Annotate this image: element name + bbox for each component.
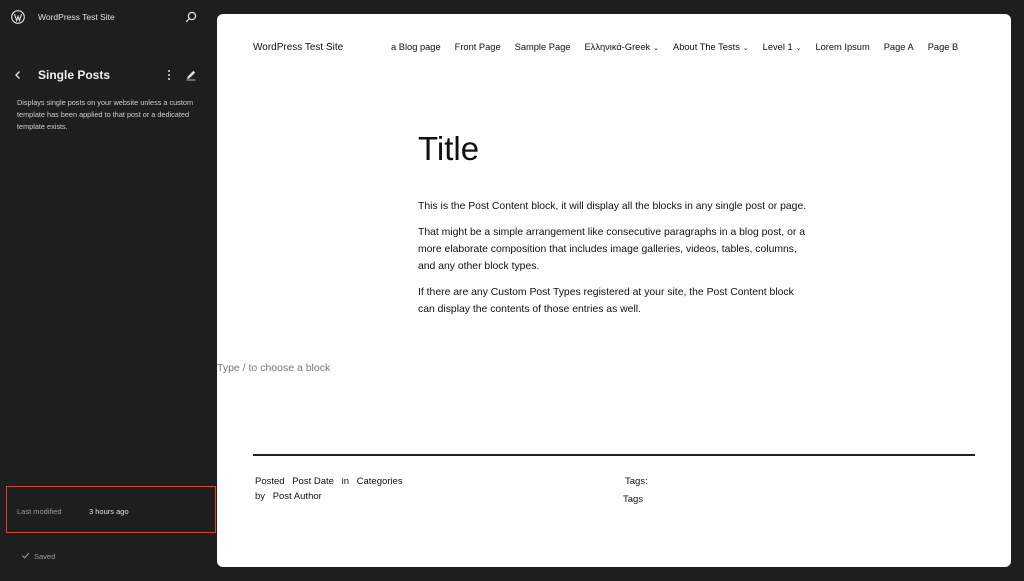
last-modified-value: 3 hours ago bbox=[89, 507, 129, 516]
nav-item-label: Ελληνικά-Greek bbox=[584, 42, 651, 52]
nav-item-label: Page A bbox=[883, 42, 914, 52]
site-name: WordPress Test Site bbox=[38, 12, 115, 22]
chevron-down-icon: ⌄ bbox=[651, 45, 659, 52]
more-options-icon[interactable] bbox=[164, 69, 174, 81]
nav-item[interactable] bbox=[928, 42, 959, 52]
saved-label: Saved bbox=[34, 552, 56, 561]
navigation-menu bbox=[391, 42, 958, 52]
posted-label: Posted bbox=[255, 476, 285, 487]
last-modified-panel bbox=[6, 486, 216, 533]
nav-item[interactable] bbox=[584, 42, 659, 52]
nav-item-label: Page B bbox=[927, 42, 959, 52]
nav-item[interactable] bbox=[815, 42, 869, 52]
nav-item[interactable] bbox=[391, 42, 441, 52]
nav-item[interactable] bbox=[515, 42, 571, 52]
post-categories[interactable]: Categories bbox=[356, 476, 403, 487]
template-title: Single Posts bbox=[38, 68, 111, 82]
nav-item-label: About The Tests bbox=[673, 42, 740, 52]
nav-item-label: a Blog page bbox=[391, 42, 441, 52]
template-description: Displays single posts on your website unless a custom template has been applied to that post or a dedicated template exists. bbox=[17, 98, 194, 131]
chevron-down-icon: ⌄ bbox=[740, 45, 749, 52]
site-header bbox=[0, 0, 216, 36]
post-date[interactable]: Post Date bbox=[292, 476, 334, 487]
nav-item[interactable] bbox=[455, 42, 501, 52]
nav-item-label: Sample Page bbox=[514, 42, 571, 52]
post-title[interactable]: Title bbox=[418, 130, 480, 167]
canvas-site-title[interactable]: WordPress Test Site bbox=[253, 42, 344, 53]
post-content[interactable] bbox=[418, 198, 810, 327]
search-icon[interactable] bbox=[185, 11, 197, 23]
nav-item-label: Front Page bbox=[454, 42, 501, 52]
back-chevron-icon[interactable] bbox=[12, 69, 24, 81]
nav-item[interactable] bbox=[673, 42, 749, 52]
nav-item-label: Lorem Ipsum bbox=[815, 42, 870, 52]
separator bbox=[253, 454, 975, 456]
nav-item-label: Level 1 bbox=[762, 42, 793, 52]
post-meta-author bbox=[255, 491, 327, 502]
in-label: in bbox=[341, 476, 349, 487]
nav-item[interactable] bbox=[763, 42, 802, 52]
check-icon bbox=[21, 551, 30, 560]
post-meta-date bbox=[255, 476, 408, 487]
wordpress-logo-icon[interactable] bbox=[11, 10, 25, 24]
post-author[interactable]: Post Author bbox=[272, 491, 322, 502]
post-paragraph[interactable]: This is the Post Content block, it will display all the blocks in any single post or page. bbox=[418, 201, 807, 212]
sidebar bbox=[0, 0, 216, 581]
edit-pencil-icon[interactable] bbox=[185, 69, 197, 81]
saved-status bbox=[21, 551, 55, 561]
template-header bbox=[0, 64, 216, 88]
by-label: by bbox=[255, 491, 266, 502]
editor-canvas[interactable] bbox=[217, 14, 1011, 567]
tags-label: Tags: bbox=[625, 476, 648, 487]
nav-item[interactable] bbox=[884, 42, 914, 52]
last-modified-label: Last modified bbox=[17, 507, 62, 516]
block-appender[interactable]: Type / to choose a block bbox=[217, 362, 331, 374]
post-tags[interactable]: Tags bbox=[623, 494, 644, 505]
post-paragraph[interactable]: If there are any Custom Post Types registered at your site, the Post Content block can display the contents of those entries as well. bbox=[418, 287, 794, 315]
chevron-down-icon: ⌄ bbox=[793, 45, 802, 52]
post-paragraph[interactable]: That might be a simple arrangement like consecutive paragraphs in a blog post, or a more elaborate composition that includes image galleries, videos, tables, columns, and any other block types. bbox=[418, 227, 805, 272]
